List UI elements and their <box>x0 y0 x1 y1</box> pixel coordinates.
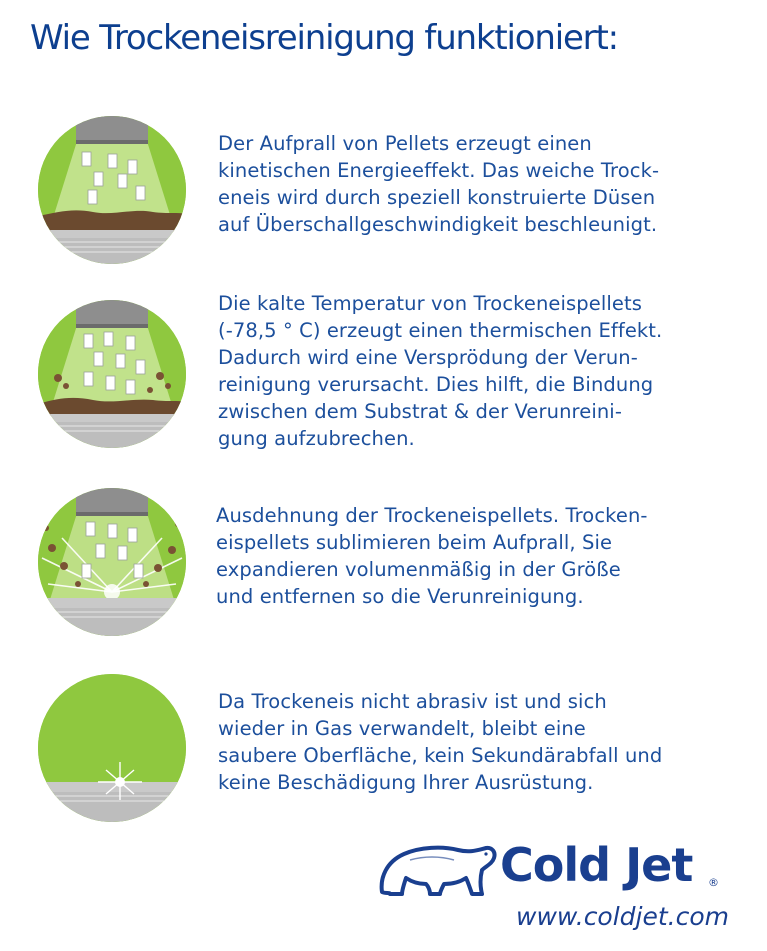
website-url: www.coldjet.com <box>516 902 730 931</box>
kinetic-effect-illustration <box>38 116 186 264</box>
registered-mark: ® <box>708 876 719 889</box>
page-title: Wie Trockeneisreinigung funktioniert: <box>30 18 618 58</box>
brand-name: Cold Jet <box>500 838 693 892</box>
step-2-text: Die kalte Temperatur von Trockeneispellets (-78,5 ° C) erzeugt einen thermischen Effekt. Dadurch wird eine Versprödung der Verun- reinigung verursacht. Dies hilft, die Bindung zwischen dem Substrat & der Verunreini- gung aufzubrechen. <box>218 292 663 450</box>
step-3-text: Ausdehnung der Trockeneispellets. Trocken- eispellets sublimieren beim Aufprall, Sie expandieren volumenmäßig in der Größe und entfernen so die Verunreinigung. <box>216 504 648 608</box>
polar-bear-icon <box>376 842 498 900</box>
sublimation-effect-illustration <box>38 488 186 636</box>
step-4-text: Da Trockeneis nicht abrasiv ist und sich wieder in Gas verwandelt, bleibt eine saubere Oberfläche, kein Sekundärabfall und keine Beschädigung Ihrer Ausrüstung. <box>218 690 663 794</box>
thermal-effect-illustration <box>38 300 186 448</box>
clean-surface-illustration <box>38 674 186 822</box>
cold-jet-logo <box>376 838 746 938</box>
step-1-text: Der Aufprall von Pellets erzeugt einen kinetischen Energieeffekt. Das weiche Trock- eneis wird durch speziell konstruierte Düsen auf Überschallgeschwindigkeit beschleunigt. <box>218 132 660 236</box>
